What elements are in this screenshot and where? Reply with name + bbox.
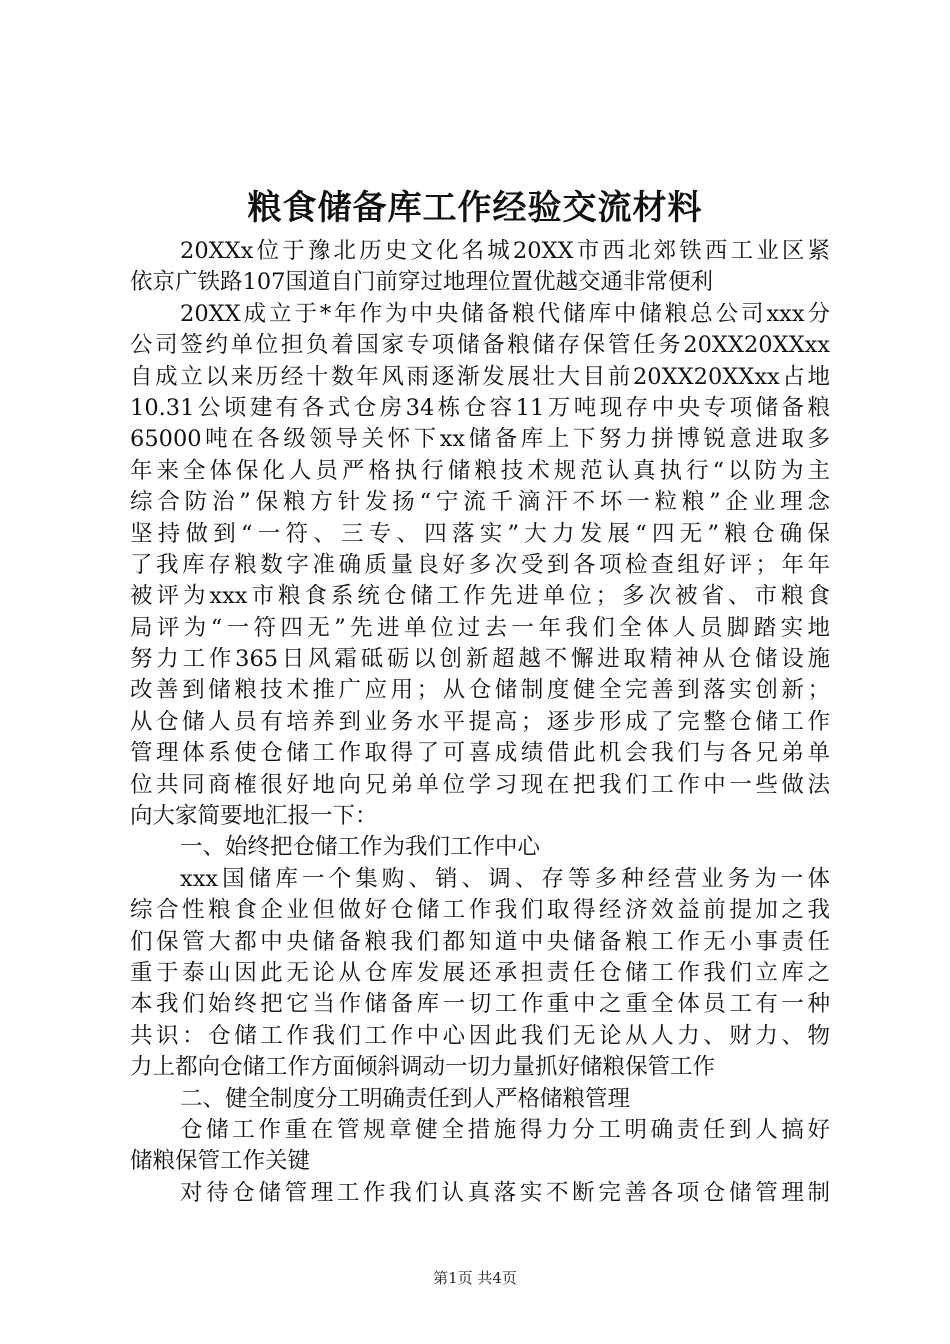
body-line: 二、健全制度分工明确责任到人严格储粮管理 [180, 1085, 631, 1112]
body-line: 65000吨在各级领导关怀下xx储备库上下努力拼博锐意进取多 [130, 426, 830, 453]
body-line: 仓储工作重在管规章健全措施得力分工明确责任到人搞好 [180, 1116, 830, 1143]
body-line: 被评为xxx市粮食系统仓储工作先进单位；多次被省、市粮食 [130, 583, 830, 610]
body-line: 20XXx位于豫北历史文化名城20XX市西北郊铁西工业区紧 [180, 238, 830, 264]
body-line: 重于泰山因此无论从仓库发展还承担责任仓储工作我们立库之 [130, 959, 830, 986]
body-line: 努力工作365日风霜砥砺以创新超越不懈进取精神从仓储设施 [130, 646, 830, 673]
body-line: 局评为“一符四无”先进单位过去一年我们全体人员脚踏实地 [130, 614, 830, 641]
body-line: 们保管大都中央储备粮我们都知道中央储备粮工作无小事责任 [130, 928, 830, 955]
body-line: 年来全体保化人员严格执行储粮技术规范认真执行“以防为主 [130, 457, 830, 484]
document-body [130, 236, 830, 1209]
body-line: xxx国储库一个集购、销、调、存等多种经营业务为一体 [180, 865, 830, 892]
document-title: 粮食储备库工作经验交流材料 [247, 188, 703, 228]
body-line: 10.31公顷建有各式仓房34栋仓容11万吨现存中央专项储备粮 [130, 394, 830, 421]
body-line: 从仓储人员有培养到业务水平提高；逐步形成了完整仓储工作 [130, 708, 830, 735]
body-line: 一、始终把仓储工作为我们工作中心 [180, 834, 541, 861]
body-line: 改善到储粮技术推广应用；从仓储制度健全完善到落实创新； [130, 677, 830, 704]
body-line: 坚持做到“一符、三专、四落实”大力发展“四无”粮仓确保 [130, 520, 830, 547]
body-line: 20XX成立于*年作为中央储备粮代储库中储粮总公司xxx分 [180, 300, 830, 327]
body-line: 共识：仓储工作我们工作中心因此我们无论从人力、财力、物 [130, 1022, 830, 1049]
body-line: 位共同商榷很好地向兄弟单位学习现在把我们工作中一些做法 [130, 771, 830, 798]
body-line: 自成立以来历经十数年风雨逐渐发展壮大目前20XX20XXxx占地 [130, 363, 830, 390]
body-line: 管理体系使仓储工作取得了可喜成绩借此机会我们与各兄弟单 [130, 740, 830, 767]
body-line: 储粮保管工作关键 [130, 1148, 311, 1175]
body-line: 公司签约单位担负着国家专项储备粮储存保管任务20XX20XXxx [130, 332, 830, 359]
body-line: 依京广铁路107国道自门前穿过地理位置优越交通非常便利 [130, 269, 713, 296]
body-line: 向大家简要地汇报一下： [130, 803, 378, 830]
body-line: 综合性粮食企业但做好仓储工作我们取得经济效益前提加之我 [130, 897, 830, 924]
body-line: 力上都向仓储工作方面倾斜调动一切力量抓好储粮保管工作 [130, 1054, 716, 1081]
body-line: 本我们始终把它当作储备库一切工作重中之重全体员工有一种 [130, 991, 830, 1018]
page-footer: 第1页 共4页 [433, 1269, 517, 1287]
body-line: 了我库存粮数字准确质量良好多次受到各项检查组好评；年年 [130, 551, 830, 578]
body-line: 对待仓储管理工作我们认真落实不断完善各项仓储管理制 [180, 1179, 830, 1206]
body-line: 综合防治”保粮方针发扬“宁流千滴汗不坏一粒粮”企业理念 [130, 489, 830, 516]
